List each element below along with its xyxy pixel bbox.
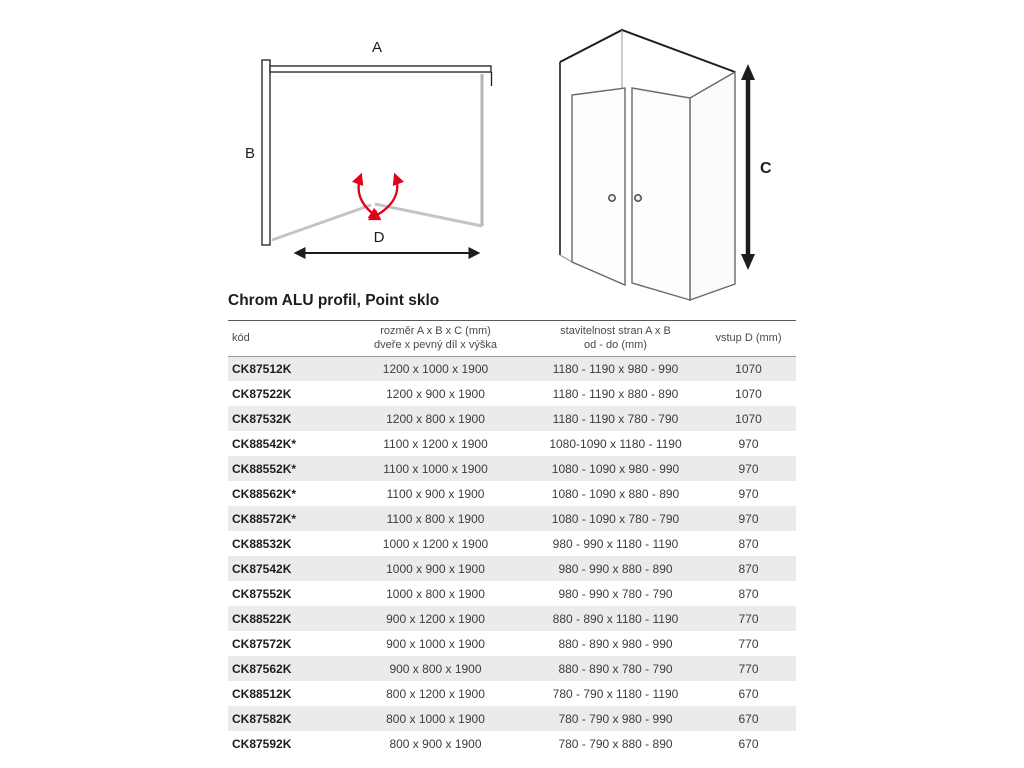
cell-stavitelnost: 980 - 990 x 780 - 790 xyxy=(558,586,673,601)
column-header-vstup xyxy=(713,321,796,357)
cell-stavitelnost: 1180 - 1190 x 880 - 890 xyxy=(552,386,679,401)
cell-vstup: 970 xyxy=(738,461,759,476)
cell-kod: CK87532K xyxy=(232,411,292,426)
door-left-glass xyxy=(272,205,371,240)
cell-vstup: 1070 xyxy=(735,361,762,376)
cell-kod: CK87592K xyxy=(232,736,292,751)
cell-rozmer: 1000 x 900 x 1900 xyxy=(386,561,485,576)
cell-vstup: 870 xyxy=(738,561,759,576)
cell-vstup: 670 xyxy=(738,711,759,726)
door-handle-right-icon xyxy=(635,195,641,201)
table-row xyxy=(228,356,796,381)
cell-kod: CK87522K xyxy=(232,386,292,401)
cell-stavitelnost: 1080-1090 x 1180 - 1190 xyxy=(549,436,682,451)
table-body xyxy=(228,356,796,756)
header-subline: od - do (mm) xyxy=(584,339,647,352)
table-row xyxy=(228,581,796,606)
cell-vstup: 970 xyxy=(738,511,759,526)
table-row xyxy=(228,456,796,481)
table-row xyxy=(228,606,796,631)
cell-rozmer: 1200 x 1000 x 1900 xyxy=(382,361,489,376)
table-row xyxy=(228,706,796,731)
cell-rozmer: 900 x 800 x 1900 xyxy=(389,661,482,676)
cell-kod: CK88572K* xyxy=(232,511,297,526)
cell-kod: CK88512K xyxy=(232,686,292,701)
table-row xyxy=(228,681,796,706)
table-row xyxy=(228,431,796,456)
cell-kod: CK88542K* xyxy=(232,436,297,451)
table-header-row xyxy=(228,321,796,357)
perspective-diagram xyxy=(545,20,787,312)
side-fixed-panel xyxy=(690,72,735,300)
cell-rozmer: 1000 x 1200 x 1900 xyxy=(382,536,489,551)
cell-kod: CK87512K xyxy=(232,361,292,376)
cell-vstup: 670 xyxy=(738,686,759,701)
cell-kod: CK88522K xyxy=(232,611,292,626)
cell-rozmer: 1100 x 1200 x 1900 xyxy=(383,436,488,451)
dimensions-table xyxy=(228,320,796,756)
table-row xyxy=(228,656,796,681)
wall-top xyxy=(270,66,491,72)
column-header-kod xyxy=(228,321,353,357)
cell-vstup: 970 xyxy=(738,436,759,451)
table-row xyxy=(228,481,796,506)
section-heading: Chrom ALU profil, Point sklo xyxy=(228,292,440,309)
header-line: vstup D (mm) xyxy=(715,332,782,345)
table-row xyxy=(228,631,796,656)
cell-kod: CK88552K* xyxy=(232,461,297,476)
cell-kod: CK88532K xyxy=(232,536,292,551)
cell-vstup: 1070 xyxy=(735,386,762,401)
cell-stavitelnost: 980 - 990 x 1180 - 1190 xyxy=(552,536,679,551)
cell-vstup: 870 xyxy=(738,536,759,551)
cell-vstup: 970 xyxy=(738,486,759,501)
cell-rozmer: 1200 x 800 x 1900 xyxy=(386,411,485,426)
cell-rozmer: 1200 x 900 x 1900 xyxy=(386,386,485,401)
cell-kod: CK87542K xyxy=(232,561,292,576)
cell-rozmer: 800 x 1200 x 1900 xyxy=(386,686,485,701)
cell-kod: CK87552K xyxy=(232,586,292,601)
cell-kod: CK87572K xyxy=(232,636,292,651)
dimension-b-label: B xyxy=(245,145,256,162)
cell-stavitelnost: 1080 - 1090 x 880 - 890 xyxy=(551,486,680,501)
cell-rozmer: 1100 x 900 x 1900 xyxy=(386,486,485,501)
dimension-a-label: A xyxy=(371,39,383,56)
cell-rozmer: 800 x 900 x 1900 xyxy=(389,736,482,751)
door-handle-left-icon xyxy=(609,195,615,201)
header-subline: dveře x pevný díl x výška xyxy=(374,339,497,352)
cell-stavitelnost: 980 - 990 x 880 - 890 xyxy=(558,561,673,576)
cell-rozmer: 1000 x 800 x 1900 xyxy=(386,586,485,601)
top-view-diagram xyxy=(238,36,500,268)
cell-vstup: 1070 xyxy=(735,411,762,426)
cell-kod: CK88562K* xyxy=(232,486,297,501)
cell-stavitelnost: 780 - 790 x 1180 - 1190 xyxy=(552,686,679,701)
dimension-c-arrow xyxy=(741,64,755,270)
header-line: stavitelnost stran A x B xyxy=(560,325,671,337)
cell-stavitelnost: 880 - 890 x 980 - 990 xyxy=(558,636,673,651)
cell-rozmer: 900 x 1000 x 1900 xyxy=(386,636,485,651)
cell-rozmer: 1100 x 1000 x 1900 xyxy=(383,461,488,476)
cell-vstup: 770 xyxy=(738,611,759,626)
cell-kod: CK87562K xyxy=(232,661,292,676)
cell-stavitelnost: 780 - 790 x 880 - 890 xyxy=(558,736,673,751)
cell-stavitelnost: 1180 - 1190 x 780 - 790 xyxy=(552,411,679,426)
cell-vstup: 770 xyxy=(738,636,759,651)
table-row xyxy=(228,731,796,756)
cell-stavitelnost: 880 - 890 x 780 - 790 xyxy=(558,661,673,676)
table-row xyxy=(228,506,796,531)
table-row xyxy=(228,406,796,431)
header-line: kód xyxy=(232,332,250,345)
column-header-rozmer xyxy=(353,321,518,357)
cell-stavitelnost: 880 - 890 x 1180 - 1190 xyxy=(552,611,679,626)
column-header-stavitelnost xyxy=(518,321,713,357)
cell-stavitelnost: 780 - 790 x 980 - 990 xyxy=(558,711,673,726)
cell-rozmer: 900 x 1200 x 1900 xyxy=(386,611,485,626)
enclosure-top-edges xyxy=(560,30,735,72)
cell-vstup: 670 xyxy=(738,736,759,751)
header-line: rozměr A x B x C (mm) xyxy=(380,325,491,337)
enclosure-bottom-left-edge xyxy=(560,255,572,262)
cell-stavitelnost: 1180 - 1190 x 980 - 990 xyxy=(552,361,679,376)
cell-vstup: 870 xyxy=(738,586,759,601)
cell-rozmer: 800 x 1000 x 1900 xyxy=(386,711,485,726)
dimension-d-label: D xyxy=(373,229,385,246)
door-swing-arrows-icon xyxy=(359,175,398,219)
table-row xyxy=(228,531,796,556)
wall-left xyxy=(262,60,270,245)
door-panel-right xyxy=(632,88,690,300)
cell-stavitelnost: 1080 - 1090 x 780 - 790 xyxy=(551,511,680,526)
cell-kod: CK87582K xyxy=(232,711,292,726)
cell-rozmer: 1100 x 800 x 1900 xyxy=(386,511,485,526)
door-panel-left xyxy=(572,88,625,285)
cell-vstup: 770 xyxy=(738,661,759,676)
table-row xyxy=(228,556,796,581)
door-right-glass xyxy=(375,204,482,226)
table-row xyxy=(228,381,796,406)
dimension-c-label: C xyxy=(760,160,772,177)
cell-stavitelnost: 1080 - 1090 x 980 - 990 xyxy=(551,461,680,476)
